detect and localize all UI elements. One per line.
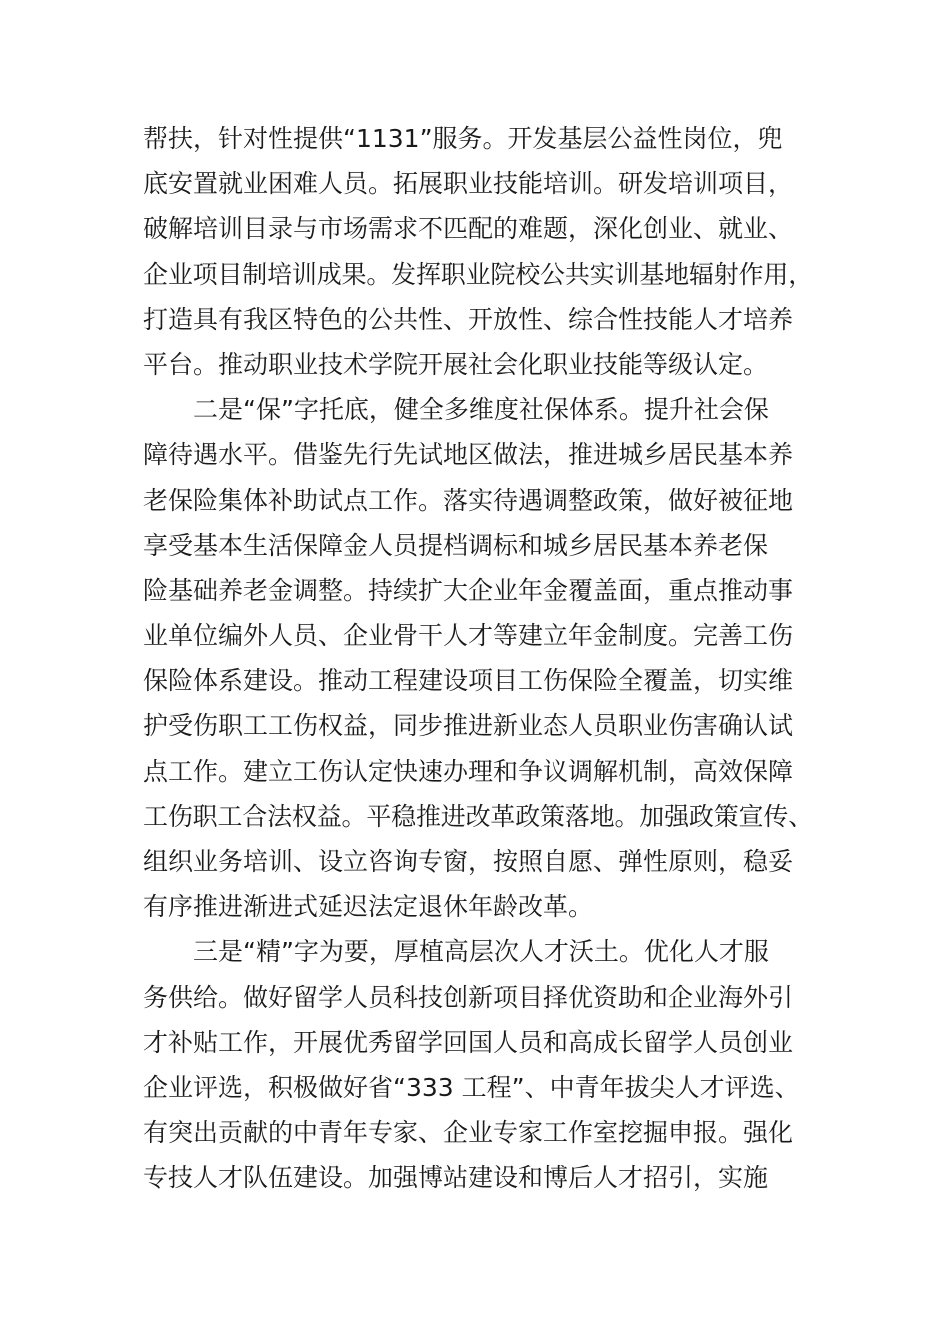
text-line: 打造具有我区特色的公共性、开放性、综合性技能人才培养 bbox=[143, 304, 794, 334]
text-line: 享受基本生活保障金人员提档调标和城乡居民基本养老保 bbox=[143, 530, 769, 560]
text-line: 护受伤职工工伤权益，同步推进新业态人员职业伤害确认试 bbox=[143, 711, 794, 741]
text-line: 破解培训目录与市场需求不匹配的难题，深化创业、就业、 bbox=[143, 214, 794, 244]
text-line: 老保险集体补助试点工作。落实待遇调整政策，做好被征地 bbox=[143, 485, 794, 515]
text-line: 专技人才队伍建设。加强博站建设和博后人才招引，实施 bbox=[143, 1163, 769, 1193]
text-line: 三是“精”字为要，厚植高层次人才沃土。优化人才服 bbox=[193, 937, 769, 967]
text-line: 底安置就业困难人员。拓展职业技能培训。研发培训项目， bbox=[143, 169, 794, 199]
text-line: 帮扶，针对性提供“1131”服务。开发基层公益性岗位，兜 bbox=[143, 124, 783, 153]
text-line: 点工作。建立工伤认定快速办理和争议调解机制，高效保障 bbox=[143, 756, 794, 786]
text-line: 平台。推动职业技术学院开展社会化职业技能等级认定。 bbox=[143, 349, 769, 379]
text-line: 业单位编外人员、企业骨干人才等建立年金制度。完善工伤 bbox=[143, 621, 794, 651]
text-line: 障待遇水平。借鉴先行先试地区做法，推进城乡居民基本养 bbox=[143, 440, 794, 470]
text-line: 有突出贡献的中青年专家、企业专家工作室挖掘申报。强化 bbox=[143, 1118, 794, 1148]
text-line: 企业项目制培训成果。发挥职业院校公共实训基地辐射作用， bbox=[143, 259, 814, 289]
text-line: 企业评选，积极做好省“333 工程”、中青年拔尖人才评选、 bbox=[143, 1072, 800, 1102]
text-line: 组织业务培训、设立咨询专窗，按照自愿、弹性原则，稳妥 bbox=[143, 847, 794, 876]
text-line: 保险体系建设。推动工程建设项目工伤保险全覆盖，切实维 bbox=[143, 666, 794, 696]
text-line: 才补贴工作，开展优秀留学回国人员和高成长留学人员创业 bbox=[143, 1027, 794, 1057]
text-line: 工伤职工合法权益。平稳推进改革政策落地。加强政策宣传、 bbox=[143, 801, 814, 831]
text-line: 险基础养老金调整。持续扩大企业年金覆盖面，重点推动事 bbox=[143, 575, 794, 605]
text-line: 务供给。做好留学人员科技创新项目择优资助和企业海外引 bbox=[143, 982, 794, 1012]
text-line: 有序推进渐进式延迟法定退休年龄改革。 bbox=[143, 892, 594, 922]
body-text bbox=[143, 116, 813, 1201]
text-line: 二是“保”字托底，健全多维度社保体系。提升社会保 bbox=[193, 395, 769, 425]
